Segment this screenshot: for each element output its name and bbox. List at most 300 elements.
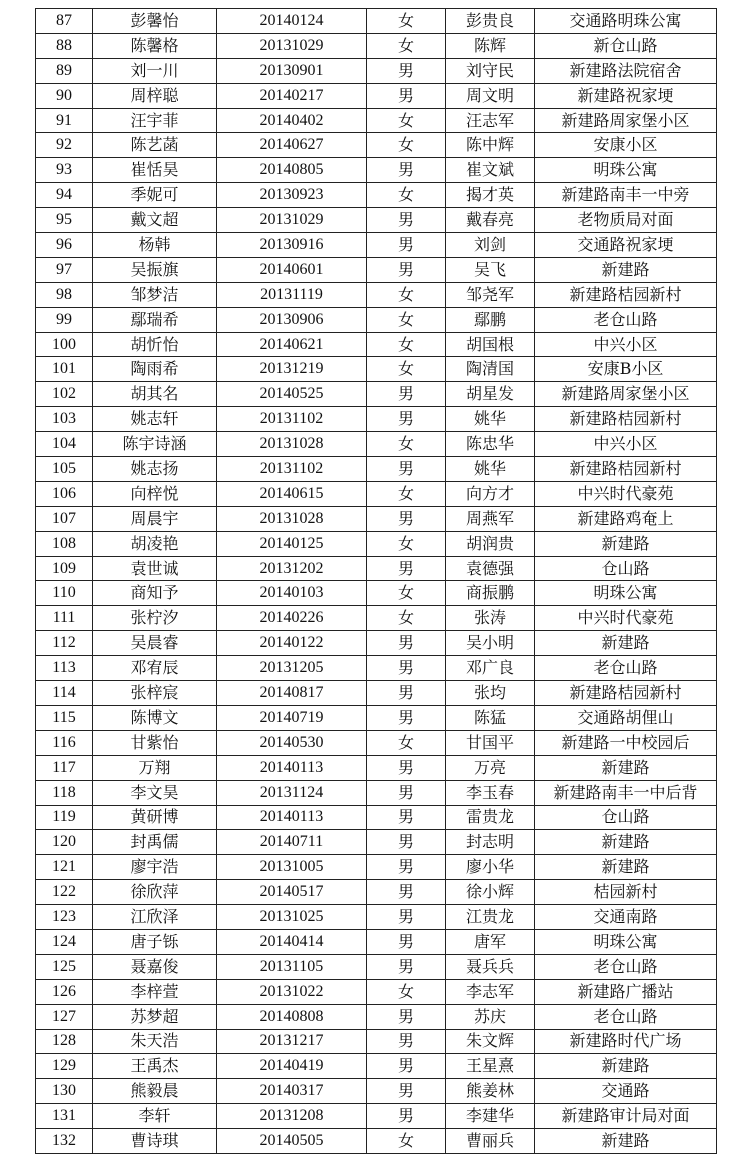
guardian-name-cell: 彭贵良 bbox=[446, 9, 535, 34]
birth-date-cell: 20140226 bbox=[217, 606, 367, 631]
gender-cell: 男 bbox=[367, 506, 446, 531]
table-row bbox=[36, 208, 717, 233]
table-row bbox=[36, 830, 717, 855]
home-address-cell: 新建路 bbox=[535, 830, 717, 855]
student-name-cell: 熊毅晨 bbox=[93, 1079, 217, 1104]
guardian-name-cell: 李玉春 bbox=[446, 780, 535, 805]
student-name-cell: 唐子铄 bbox=[93, 929, 217, 954]
gender-cell: 女 bbox=[367, 481, 446, 506]
home-address-cell: 新建路周家堡小区 bbox=[535, 108, 717, 133]
guardian-name-cell: 张均 bbox=[446, 681, 535, 706]
birth-date-cell: 20140601 bbox=[217, 257, 367, 282]
home-address-cell: 中兴时代豪苑 bbox=[535, 606, 717, 631]
row-number-cell: 106 bbox=[36, 481, 93, 506]
student-name-cell: 商知予 bbox=[93, 581, 217, 606]
guardian-name-cell: 邓广良 bbox=[446, 656, 535, 681]
guardian-name-cell: 胡国根 bbox=[446, 332, 535, 357]
student-name-cell: 陈博文 bbox=[93, 705, 217, 730]
gender-cell: 男 bbox=[367, 631, 446, 656]
birth-date-cell: 20140125 bbox=[217, 531, 367, 556]
guardian-name-cell: 张涛 bbox=[446, 606, 535, 631]
home-address-cell: 新建路 bbox=[535, 1129, 717, 1154]
birth-date-cell: 20140530 bbox=[217, 730, 367, 755]
guardian-name-cell: 向方才 bbox=[446, 481, 535, 506]
home-address-cell: 桔园新村 bbox=[535, 880, 717, 905]
table-row bbox=[36, 631, 717, 656]
home-address-cell: 新建路 bbox=[535, 531, 717, 556]
guardian-name-cell: 周燕军 bbox=[446, 506, 535, 531]
row-number-cell: 88 bbox=[36, 33, 93, 58]
student-name-cell: 廖宇浩 bbox=[93, 855, 217, 880]
birth-date-cell: 20131217 bbox=[217, 1029, 367, 1054]
table-row bbox=[36, 307, 717, 332]
home-address-cell: 新建路法院宿舍 bbox=[535, 58, 717, 83]
row-number-cell: 104 bbox=[36, 432, 93, 457]
guardian-name-cell: 邹尧军 bbox=[446, 282, 535, 307]
table-row bbox=[36, 506, 717, 531]
row-number-cell: 120 bbox=[36, 830, 93, 855]
gender-cell: 男 bbox=[367, 83, 446, 108]
row-number-cell: 122 bbox=[36, 880, 93, 905]
guardian-name-cell: 刘剑 bbox=[446, 233, 535, 258]
table-row bbox=[36, 133, 717, 158]
guardian-name-cell: 陈中辉 bbox=[446, 133, 535, 158]
home-address-cell: 交通路祝家埂 bbox=[535, 233, 717, 258]
student-name-cell: 封禹儒 bbox=[93, 830, 217, 855]
birth-date-cell: 20130923 bbox=[217, 183, 367, 208]
guardian-name-cell: 姚华 bbox=[446, 457, 535, 482]
guardian-name-cell: 陈猛 bbox=[446, 705, 535, 730]
guardian-name-cell: 胡星发 bbox=[446, 382, 535, 407]
row-number-cell: 126 bbox=[36, 979, 93, 1004]
table-row bbox=[36, 556, 717, 581]
row-number-cell: 100 bbox=[36, 332, 93, 357]
row-number-cell: 99 bbox=[36, 307, 93, 332]
student-name-cell: 江欣泽 bbox=[93, 905, 217, 930]
student-name-cell: 甘紫怡 bbox=[93, 730, 217, 755]
row-number-cell: 132 bbox=[36, 1129, 93, 1154]
student-name-cell: 胡其名 bbox=[93, 382, 217, 407]
gender-cell: 男 bbox=[367, 880, 446, 905]
row-number-cell: 93 bbox=[36, 158, 93, 183]
table-row bbox=[36, 407, 717, 432]
guardian-name-cell: 苏庆 bbox=[446, 1004, 535, 1029]
birth-date-cell: 20140711 bbox=[217, 830, 367, 855]
gender-cell: 男 bbox=[367, 58, 446, 83]
birth-date-cell: 20131124 bbox=[217, 780, 367, 805]
gender-cell: 男 bbox=[367, 656, 446, 681]
guardian-name-cell: 朱文辉 bbox=[446, 1029, 535, 1054]
guardian-name-cell: 封志明 bbox=[446, 830, 535, 855]
table-row bbox=[36, 880, 717, 905]
table-row bbox=[36, 158, 717, 183]
row-number-cell: 114 bbox=[36, 681, 93, 706]
student-name-cell: 姚志轩 bbox=[93, 407, 217, 432]
student-name-cell: 邓宥辰 bbox=[93, 656, 217, 681]
gender-cell: 女 bbox=[367, 332, 446, 357]
table-row bbox=[36, 382, 717, 407]
birth-date-cell: 20131202 bbox=[217, 556, 367, 581]
student-name-cell: 苏梦超 bbox=[93, 1004, 217, 1029]
student-name-cell: 向梓悦 bbox=[93, 481, 217, 506]
student-name-cell: 崔恬昊 bbox=[93, 158, 217, 183]
home-address-cell: 新建路 bbox=[535, 855, 717, 880]
table-row bbox=[36, 855, 717, 880]
home-address-cell: 新建路南丰一中后背 bbox=[535, 780, 717, 805]
student-name-cell: 张柠汐 bbox=[93, 606, 217, 631]
guardian-name-cell: 胡润贵 bbox=[446, 531, 535, 556]
gender-cell: 男 bbox=[367, 382, 446, 407]
table-row bbox=[36, 58, 717, 83]
home-address-cell: 交通路胡俚山 bbox=[535, 705, 717, 730]
row-number-cell: 101 bbox=[36, 357, 93, 382]
guardian-name-cell: 姚华 bbox=[446, 407, 535, 432]
home-address-cell: 仓山路 bbox=[535, 556, 717, 581]
row-number-cell: 105 bbox=[36, 457, 93, 482]
home-address-cell: 仓山路 bbox=[535, 805, 717, 830]
student-name-cell: 胡忻怡 bbox=[93, 332, 217, 357]
table-row bbox=[36, 481, 717, 506]
gender-cell: 女 bbox=[367, 133, 446, 158]
gender-cell: 女 bbox=[367, 730, 446, 755]
gender-cell: 男 bbox=[367, 905, 446, 930]
row-number-cell: 94 bbox=[36, 183, 93, 208]
student-name-cell: 朱天浩 bbox=[93, 1029, 217, 1054]
birth-date-cell: 20131025 bbox=[217, 905, 367, 930]
birth-date-cell: 20140217 bbox=[217, 83, 367, 108]
gender-cell: 女 bbox=[367, 307, 446, 332]
student-name-cell: 李轩 bbox=[93, 1104, 217, 1129]
row-number-cell: 116 bbox=[36, 730, 93, 755]
student-name-cell: 刘一川 bbox=[93, 58, 217, 83]
birth-date-cell: 20131105 bbox=[217, 954, 367, 979]
birth-date-cell: 20140808 bbox=[217, 1004, 367, 1029]
table-row bbox=[36, 233, 717, 258]
guardian-name-cell: 吴飞 bbox=[446, 257, 535, 282]
gender-cell: 女 bbox=[367, 581, 446, 606]
birth-date-cell: 20131119 bbox=[217, 282, 367, 307]
home-address-cell: 新仓山路 bbox=[535, 33, 717, 58]
home-address-cell: 安康B小区 bbox=[535, 357, 717, 382]
gender-cell: 男 bbox=[367, 681, 446, 706]
table-row bbox=[36, 531, 717, 556]
guardian-name-cell: 陈辉 bbox=[446, 33, 535, 58]
home-address-cell: 交通路 bbox=[535, 1079, 717, 1104]
table-row bbox=[36, 432, 717, 457]
home-address-cell: 老物质局对面 bbox=[535, 208, 717, 233]
row-number-cell: 109 bbox=[36, 556, 93, 581]
student-name-cell: 曹诗琪 bbox=[93, 1129, 217, 1154]
gender-cell: 女 bbox=[367, 33, 446, 58]
row-number-cell: 113 bbox=[36, 656, 93, 681]
home-address-cell: 交通路明珠公寓 bbox=[535, 9, 717, 34]
home-address-cell: 明珠公寓 bbox=[535, 581, 717, 606]
student-name-cell: 周晨宇 bbox=[93, 506, 217, 531]
guardian-name-cell: 刘守民 bbox=[446, 58, 535, 83]
row-number-cell: 97 bbox=[36, 257, 93, 282]
birth-date-cell: 20131102 bbox=[217, 407, 367, 432]
row-number-cell: 117 bbox=[36, 755, 93, 780]
birth-date-cell: 20131102 bbox=[217, 457, 367, 482]
table-row bbox=[36, 457, 717, 482]
gender-cell: 女 bbox=[367, 183, 446, 208]
birth-date-cell: 20140402 bbox=[217, 108, 367, 133]
row-number-cell: 96 bbox=[36, 233, 93, 258]
home-address-cell: 新建路 bbox=[535, 631, 717, 656]
student-name-cell: 李文昊 bbox=[93, 780, 217, 805]
table-row bbox=[36, 954, 717, 979]
guardian-name-cell: 周文明 bbox=[446, 83, 535, 108]
gender-cell: 男 bbox=[367, 1054, 446, 1079]
guardian-name-cell: 崔文斌 bbox=[446, 158, 535, 183]
birth-date-cell: 20140317 bbox=[217, 1079, 367, 1104]
student-name-cell: 万翔 bbox=[93, 755, 217, 780]
home-address-cell: 明珠公寓 bbox=[535, 158, 717, 183]
birth-date-cell: 20131028 bbox=[217, 506, 367, 531]
student-name-cell: 吴振旗 bbox=[93, 257, 217, 282]
home-address-cell: 中兴小区 bbox=[535, 332, 717, 357]
birth-date-cell: 20140817 bbox=[217, 681, 367, 706]
table-row bbox=[36, 1079, 717, 1104]
row-number-cell: 91 bbox=[36, 108, 93, 133]
table-row bbox=[36, 805, 717, 830]
guardian-name-cell: 李建华 bbox=[446, 1104, 535, 1129]
guardian-name-cell: 商振鹏 bbox=[446, 581, 535, 606]
table-row bbox=[36, 606, 717, 631]
birth-date-cell: 20130916 bbox=[217, 233, 367, 258]
guardian-name-cell: 甘国平 bbox=[446, 730, 535, 755]
row-number-cell: 130 bbox=[36, 1079, 93, 1104]
student-name-cell: 邹梦洁 bbox=[93, 282, 217, 307]
gender-cell: 男 bbox=[367, 1029, 446, 1054]
gender-cell: 男 bbox=[367, 1079, 446, 1104]
student-name-cell: 徐欣萍 bbox=[93, 880, 217, 905]
gender-cell: 男 bbox=[367, 954, 446, 979]
student-name-cell: 杨韩 bbox=[93, 233, 217, 258]
birth-date-cell: 20131208 bbox=[217, 1104, 367, 1129]
home-address-cell: 老仓山路 bbox=[535, 954, 717, 979]
home-address-cell: 老仓山路 bbox=[535, 307, 717, 332]
home-address-cell: 新建路桔园新村 bbox=[535, 681, 717, 706]
table-row bbox=[36, 1029, 717, 1054]
student-name-cell: 吴晨睿 bbox=[93, 631, 217, 656]
student-name-cell: 李梓萱 bbox=[93, 979, 217, 1004]
gender-cell: 女 bbox=[367, 108, 446, 133]
birth-date-cell: 20131029 bbox=[217, 208, 367, 233]
roster-body bbox=[36, 9, 717, 1154]
student-name-cell: 戴文超 bbox=[93, 208, 217, 233]
table-row bbox=[36, 1104, 717, 1129]
row-number-cell: 90 bbox=[36, 83, 93, 108]
row-number-cell: 102 bbox=[36, 382, 93, 407]
table-row bbox=[36, 183, 717, 208]
birth-date-cell: 20140517 bbox=[217, 880, 367, 905]
guardian-name-cell: 吴小明 bbox=[446, 631, 535, 656]
table-row bbox=[36, 257, 717, 282]
student-name-cell: 袁世诚 bbox=[93, 556, 217, 581]
gender-cell: 女 bbox=[367, 357, 446, 382]
birth-date-cell: 20140124 bbox=[217, 9, 367, 34]
student-name-cell: 陈艺菡 bbox=[93, 133, 217, 158]
row-number-cell: 98 bbox=[36, 282, 93, 307]
guardian-name-cell: 雷贵龙 bbox=[446, 805, 535, 830]
guardian-name-cell: 李志军 bbox=[446, 979, 535, 1004]
home-address-cell: 新建路 bbox=[535, 257, 717, 282]
birth-date-cell: 20131029 bbox=[217, 33, 367, 58]
guardian-name-cell: 汪志军 bbox=[446, 108, 535, 133]
table-row bbox=[36, 681, 717, 706]
birth-date-cell: 20140113 bbox=[217, 755, 367, 780]
table-row bbox=[36, 33, 717, 58]
gender-cell: 男 bbox=[367, 830, 446, 855]
birth-date-cell: 20140419 bbox=[217, 1054, 367, 1079]
table-row bbox=[36, 780, 717, 805]
birth-date-cell: 20140719 bbox=[217, 705, 367, 730]
gender-cell: 男 bbox=[367, 929, 446, 954]
gender-cell: 男 bbox=[367, 233, 446, 258]
row-number-cell: 107 bbox=[36, 506, 93, 531]
home-address-cell: 新建路鸡奄上 bbox=[535, 506, 717, 531]
table-row bbox=[36, 705, 717, 730]
guardian-name-cell: 廖小华 bbox=[446, 855, 535, 880]
birth-date-cell: 20131005 bbox=[217, 855, 367, 880]
home-address-cell: 新建路桔园新村 bbox=[535, 282, 717, 307]
gender-cell: 男 bbox=[367, 705, 446, 730]
table-row bbox=[36, 357, 717, 382]
home-address-cell: 交通南路 bbox=[535, 905, 717, 930]
row-number-cell: 111 bbox=[36, 606, 93, 631]
student-name-cell: 聂嘉俊 bbox=[93, 954, 217, 979]
gender-cell: 男 bbox=[367, 755, 446, 780]
gender-cell: 男 bbox=[367, 780, 446, 805]
guardian-name-cell: 万亮 bbox=[446, 755, 535, 780]
table-row bbox=[36, 282, 717, 307]
student-name-cell: 汪宇菲 bbox=[93, 108, 217, 133]
birth-date-cell: 20140505 bbox=[217, 1129, 367, 1154]
row-number-cell: 118 bbox=[36, 780, 93, 805]
guardian-name-cell: 揭才英 bbox=[446, 183, 535, 208]
row-number-cell: 108 bbox=[36, 531, 93, 556]
student-name-cell: 黄研博 bbox=[93, 805, 217, 830]
gender-cell: 女 bbox=[367, 606, 446, 631]
table-row bbox=[36, 108, 717, 133]
table-row bbox=[36, 83, 717, 108]
gender-cell: 男 bbox=[367, 257, 446, 282]
gender-cell: 男 bbox=[367, 855, 446, 880]
gender-cell: 女 bbox=[367, 432, 446, 457]
row-number-cell: 95 bbox=[36, 208, 93, 233]
student-name-cell: 陶雨希 bbox=[93, 357, 217, 382]
guardian-name-cell: 熊姜林 bbox=[446, 1079, 535, 1104]
table-row bbox=[36, 979, 717, 1004]
home-address-cell: 明珠公寓 bbox=[535, 929, 717, 954]
guardian-name-cell: 袁德强 bbox=[446, 556, 535, 581]
row-number-cell: 131 bbox=[36, 1104, 93, 1129]
gender-cell: 男 bbox=[367, 407, 446, 432]
guardian-name-cell: 王星熹 bbox=[446, 1054, 535, 1079]
table-row bbox=[36, 1054, 717, 1079]
guardian-name-cell: 徐小辉 bbox=[446, 880, 535, 905]
student-name-cell: 张梓宸 bbox=[93, 681, 217, 706]
home-address-cell: 新建路 bbox=[535, 1054, 717, 1079]
birth-date-cell: 20130901 bbox=[217, 58, 367, 83]
row-number-cell: 87 bbox=[36, 9, 93, 34]
home-address-cell: 新建路审计局对面 bbox=[535, 1104, 717, 1129]
home-address-cell: 老仓山路 bbox=[535, 1004, 717, 1029]
home-address-cell: 新建路南丰一中旁 bbox=[535, 183, 717, 208]
home-address-cell: 新建路桔园新村 bbox=[535, 407, 717, 432]
table-row bbox=[36, 9, 717, 34]
student-name-cell: 周梓聪 bbox=[93, 83, 217, 108]
row-number-cell: 103 bbox=[36, 407, 93, 432]
gender-cell: 男 bbox=[367, 208, 446, 233]
birth-date-cell: 20140615 bbox=[217, 481, 367, 506]
table-row bbox=[36, 929, 717, 954]
row-number-cell: 121 bbox=[36, 855, 93, 880]
table-row bbox=[36, 1004, 717, 1029]
guardian-name-cell: 鄢鹏 bbox=[446, 307, 535, 332]
row-number-cell: 110 bbox=[36, 581, 93, 606]
row-number-cell: 119 bbox=[36, 805, 93, 830]
birth-date-cell: 20131028 bbox=[217, 432, 367, 457]
student-name-cell: 陈馨格 bbox=[93, 33, 217, 58]
home-address-cell: 新建路一中校园后 bbox=[535, 730, 717, 755]
table-row bbox=[36, 1129, 717, 1154]
birth-date-cell: 20140103 bbox=[217, 581, 367, 606]
birth-date-cell: 20131022 bbox=[217, 979, 367, 1004]
table-row bbox=[36, 730, 717, 755]
home-address-cell: 中兴时代豪苑 bbox=[535, 481, 717, 506]
student-name-cell: 彭馨怡 bbox=[93, 9, 217, 34]
row-number-cell: 112 bbox=[36, 631, 93, 656]
gender-cell: 女 bbox=[367, 9, 446, 34]
home-address-cell: 新建路时代广场 bbox=[535, 1029, 717, 1054]
gender-cell: 女 bbox=[367, 531, 446, 556]
gender-cell: 女 bbox=[367, 979, 446, 1004]
birth-date-cell: 20140414 bbox=[217, 929, 367, 954]
gender-cell: 男 bbox=[367, 457, 446, 482]
student-name-cell: 陈宇诗涵 bbox=[93, 432, 217, 457]
birth-date-cell: 20140627 bbox=[217, 133, 367, 158]
student-name-cell: 胡凌艳 bbox=[93, 531, 217, 556]
row-number-cell: 128 bbox=[36, 1029, 93, 1054]
table-row bbox=[36, 656, 717, 681]
table-row bbox=[36, 755, 717, 780]
student-roster-table bbox=[35, 8, 717, 1154]
birth-date-cell: 20140621 bbox=[217, 332, 367, 357]
birth-date-cell: 20140525 bbox=[217, 382, 367, 407]
row-number-cell: 89 bbox=[36, 58, 93, 83]
gender-cell: 男 bbox=[367, 805, 446, 830]
home-address-cell: 安康小区 bbox=[535, 133, 717, 158]
birth-date-cell: 20131219 bbox=[217, 357, 367, 382]
table-row bbox=[36, 581, 717, 606]
row-number-cell: 125 bbox=[36, 954, 93, 979]
home-address-cell: 新建路桔园新村 bbox=[535, 457, 717, 482]
birth-date-cell: 20140122 bbox=[217, 631, 367, 656]
guardian-name-cell: 江贵龙 bbox=[446, 905, 535, 930]
row-number-cell: 129 bbox=[36, 1054, 93, 1079]
home-address-cell: 中兴小区 bbox=[535, 432, 717, 457]
gender-cell: 女 bbox=[367, 1129, 446, 1154]
guardian-name-cell: 唐军 bbox=[446, 929, 535, 954]
student-name-cell: 鄢瑞希 bbox=[93, 307, 217, 332]
guardian-name-cell: 聂兵兵 bbox=[446, 954, 535, 979]
row-number-cell: 115 bbox=[36, 705, 93, 730]
gender-cell: 男 bbox=[367, 158, 446, 183]
gender-cell: 男 bbox=[367, 1004, 446, 1029]
row-number-cell: 123 bbox=[36, 905, 93, 930]
